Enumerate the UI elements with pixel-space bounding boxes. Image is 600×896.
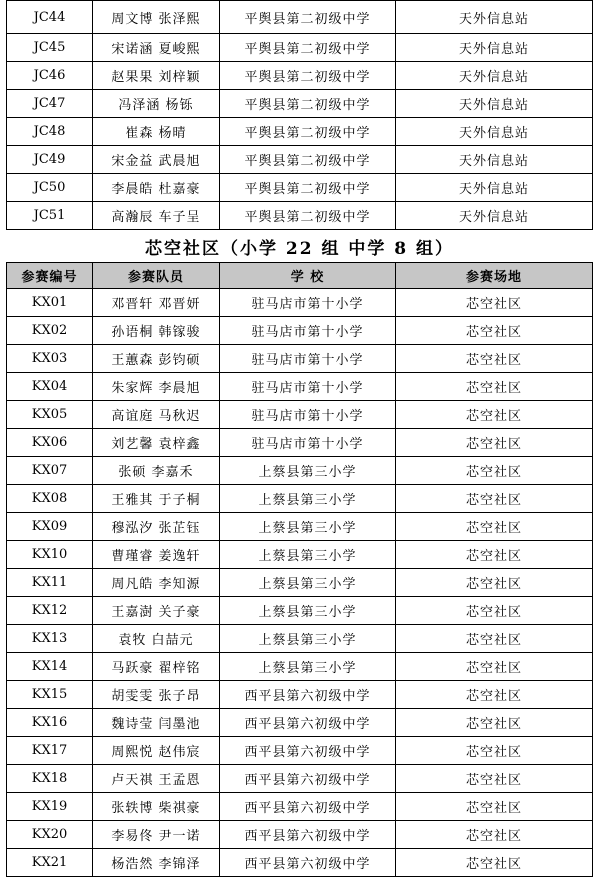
cell-school: 驻马店市第十小学: [220, 429, 396, 457]
table-row: [7, 737, 593, 765]
cell-id: KX08: [7, 485, 93, 513]
cell-id: KX15: [7, 681, 93, 709]
cell-venue: 芯空社区: [396, 401, 593, 429]
cell-school: 驻马店市第十小学: [220, 373, 396, 401]
cell-id: JC47: [7, 90, 93, 118]
top-rows: [7, 1, 593, 230]
cell-school: 平舆县第二初级中学: [220, 90, 396, 118]
cell-id: JC51: [7, 202, 93, 230]
cell-school: 西平县第六初级中学: [220, 765, 396, 793]
cell-id: KX12: [7, 597, 93, 625]
cell-members: 冯泽涵 杨铄: [93, 90, 220, 118]
table-row: [7, 401, 593, 429]
cell-members: 刘艺馨 袁梓鑫: [93, 429, 220, 457]
cell-school: 上蔡县第三小学: [220, 541, 396, 569]
cell-members: 周文博 张泽熙: [93, 1, 220, 34]
table-row: [7, 90, 593, 118]
cell-school: 平舆县第二初级中学: [220, 62, 396, 90]
cell-id: KX02: [7, 317, 93, 345]
table-row: [7, 569, 593, 597]
cell-members: 袁牧 白喆元: [93, 625, 220, 653]
cell-id: KX11: [7, 569, 93, 597]
cell-school: 驻马店市第十小学: [220, 345, 396, 373]
table-row: [7, 317, 593, 345]
cell-members: 李易佟 尹一诺: [93, 821, 220, 849]
cell-members: 王雅其 于子桐: [93, 485, 220, 513]
cell-id: JC45: [7, 34, 93, 62]
cell-members: 朱家辉 李晨旭: [93, 373, 220, 401]
table-row: [7, 146, 593, 174]
cell-school: 平舆县第二初级中学: [220, 1, 396, 34]
cell-members: 崔森 杨晴: [93, 118, 220, 146]
cell-id: JC48: [7, 118, 93, 146]
cell-venue: 芯空社区: [396, 681, 593, 709]
cell-venue: 芯空社区: [396, 821, 593, 849]
table-row: [7, 681, 593, 709]
cell-id: KX18: [7, 765, 93, 793]
section-title: 芯空社区（小学 22 组 中学 8 组）: [7, 230, 593, 263]
team-table: [6, 0, 593, 877]
cell-id: KX16: [7, 709, 93, 737]
header-id: 参赛编号: [7, 263, 93, 289]
cell-venue: 芯空社区: [396, 429, 593, 457]
cell-school: 平舆县第二初级中学: [220, 146, 396, 174]
table-row: [7, 202, 593, 230]
table-row: [7, 765, 593, 793]
cell-members: 赵果果 刘梓颖: [93, 62, 220, 90]
table-row: [7, 821, 593, 849]
cell-members: 曹瑾睿 姜逸轩: [93, 541, 220, 569]
table-row: [7, 793, 593, 821]
header-venue: 参赛场地: [396, 263, 593, 289]
cell-venue: 芯空社区: [396, 485, 593, 513]
cell-school: 西平县第六初级中学: [220, 849, 396, 877]
cell-school: 西平县第六初级中学: [220, 821, 396, 849]
cell-members: 杨浩然 李锦泽: [93, 849, 220, 877]
cell-members: 高瀚辰 车子呈: [93, 202, 220, 230]
header-members: 参赛队员: [93, 263, 220, 289]
cell-school: 平舆县第二初级中学: [220, 118, 396, 146]
cell-school: 驻马店市第十小学: [220, 401, 396, 429]
cell-id: KX09: [7, 513, 93, 541]
registration-sheet: [6, 0, 592, 877]
cell-venue: 天外信息站: [396, 146, 593, 174]
cell-venue: 芯空社区: [396, 317, 593, 345]
cell-members: 卢天祺 王孟恩: [93, 765, 220, 793]
cell-members: 李晨皓 杜嘉豪: [93, 174, 220, 202]
cell-members: 孙语桐 韩镓骏: [93, 317, 220, 345]
cell-venue: 芯空社区: [396, 793, 593, 821]
table-row: [7, 625, 593, 653]
cell-members: 高谊庭 马秋迟: [93, 401, 220, 429]
cell-venue: 芯空社区: [396, 625, 593, 653]
cell-school: 平舆县第二初级中学: [220, 34, 396, 62]
cell-school: 西平县第六初级中学: [220, 793, 396, 821]
table-row: [7, 34, 593, 62]
table-row: [7, 373, 593, 401]
cell-school: 平舆县第二初级中学: [220, 174, 396, 202]
table-row: [7, 597, 593, 625]
cell-id: KX01: [7, 289, 93, 317]
cell-id: JC46: [7, 62, 93, 90]
table-row: [7, 457, 593, 485]
cell-members: 王蕙森 彭钧硕: [93, 345, 220, 373]
cell-members: 穆泓汐 张芷钰: [93, 513, 220, 541]
cell-venue: 天外信息站: [396, 90, 593, 118]
cell-school: 上蔡县第三小学: [220, 653, 396, 681]
cell-id: KX04: [7, 373, 93, 401]
section-block: [7, 230, 593, 289]
cell-members: 魏诗莹 闫墨池: [93, 709, 220, 737]
kx-rows: [7, 289, 593, 877]
cell-school: 上蔡县第三小学: [220, 457, 396, 485]
cell-venue: 芯空社区: [396, 513, 593, 541]
cell-id: KX06: [7, 429, 93, 457]
cell-venue: 天外信息站: [396, 118, 593, 146]
cell-id: JC50: [7, 174, 93, 202]
cell-id: KX05: [7, 401, 93, 429]
cell-venue: 芯空社区: [396, 597, 593, 625]
cell-id: KX03: [7, 345, 93, 373]
cell-school: 上蔡县第三小学: [220, 597, 396, 625]
cell-id: KX19: [7, 793, 93, 821]
cell-id: KX13: [7, 625, 93, 653]
table-row: [7, 653, 593, 681]
table-row: [7, 485, 593, 513]
cell-id: KX17: [7, 737, 93, 765]
cell-members: 张硕 李嘉禾: [93, 457, 220, 485]
cell-id: JC49: [7, 146, 93, 174]
cell-venue: 芯空社区: [396, 849, 593, 877]
table-row: [7, 541, 593, 569]
cell-venue: 芯空社区: [396, 709, 593, 737]
cell-venue: 天外信息站: [396, 62, 593, 90]
cell-school: 驻马店市第十小学: [220, 317, 396, 345]
cell-id: KX21: [7, 849, 93, 877]
cell-id: KX20: [7, 821, 93, 849]
table-row: [7, 118, 593, 146]
cell-school: 西平县第六初级中学: [220, 737, 396, 765]
cell-members: 周熙悦 赵伟宸: [93, 737, 220, 765]
cell-id: KX07: [7, 457, 93, 485]
cell-members: 马跃豪 翟梓铭: [93, 653, 220, 681]
header-school: 学 校: [220, 263, 396, 289]
cell-school: 上蔡县第三小学: [220, 569, 396, 597]
table-row: [7, 174, 593, 202]
cell-members: 王嘉澍 关子豪: [93, 597, 220, 625]
cell-venue: 芯空社区: [396, 653, 593, 681]
cell-members: 胡雯雯 张子昂: [93, 681, 220, 709]
cell-id: JC44: [7, 1, 93, 34]
cell-venue: 天外信息站: [396, 174, 593, 202]
table-row: [7, 849, 593, 877]
table-row: [7, 709, 593, 737]
cell-school: 上蔡县第三小学: [220, 513, 396, 541]
cell-venue: 天外信息站: [396, 202, 593, 230]
cell-school: 上蔡县第三小学: [220, 625, 396, 653]
cell-venue: 芯空社区: [396, 541, 593, 569]
table-row: [7, 1, 593, 34]
cell-venue: 天外信息站: [396, 34, 593, 62]
cell-school: 西平县第六初级中学: [220, 709, 396, 737]
cell-members: 张轶博 柴祺豪: [93, 793, 220, 821]
cell-members: 宋金益 武晨旭: [93, 146, 220, 174]
cell-members: 宋诺涵 夏峻熙: [93, 34, 220, 62]
header-row: [7, 263, 593, 289]
table-row: [7, 345, 593, 373]
cell-venue: 芯空社区: [396, 737, 593, 765]
cell-venue: 芯空社区: [396, 289, 593, 317]
cell-venue: 芯空社区: [396, 373, 593, 401]
table-row: [7, 62, 593, 90]
cell-venue: 天外信息站: [396, 1, 593, 34]
cell-id: KX10: [7, 541, 93, 569]
cell-members: 邓晋轩 邓晋妍: [93, 289, 220, 317]
cell-school: 上蔡县第三小学: [220, 485, 396, 513]
cell-id: KX14: [7, 653, 93, 681]
table-row: [7, 289, 593, 317]
section-title-row: [7, 230, 593, 263]
cell-venue: 芯空社区: [396, 765, 593, 793]
cell-school: 平舆县第二初级中学: [220, 202, 396, 230]
table-row: [7, 513, 593, 541]
cell-venue: 芯空社区: [396, 569, 593, 597]
cell-venue: 芯空社区: [396, 457, 593, 485]
cell-venue: 芯空社区: [396, 345, 593, 373]
cell-school: 西平县第六初级中学: [220, 681, 396, 709]
table-row: [7, 429, 593, 457]
cell-members: 周凡皓 李知源: [93, 569, 220, 597]
cell-school: 驻马店市第十小学: [220, 289, 396, 317]
